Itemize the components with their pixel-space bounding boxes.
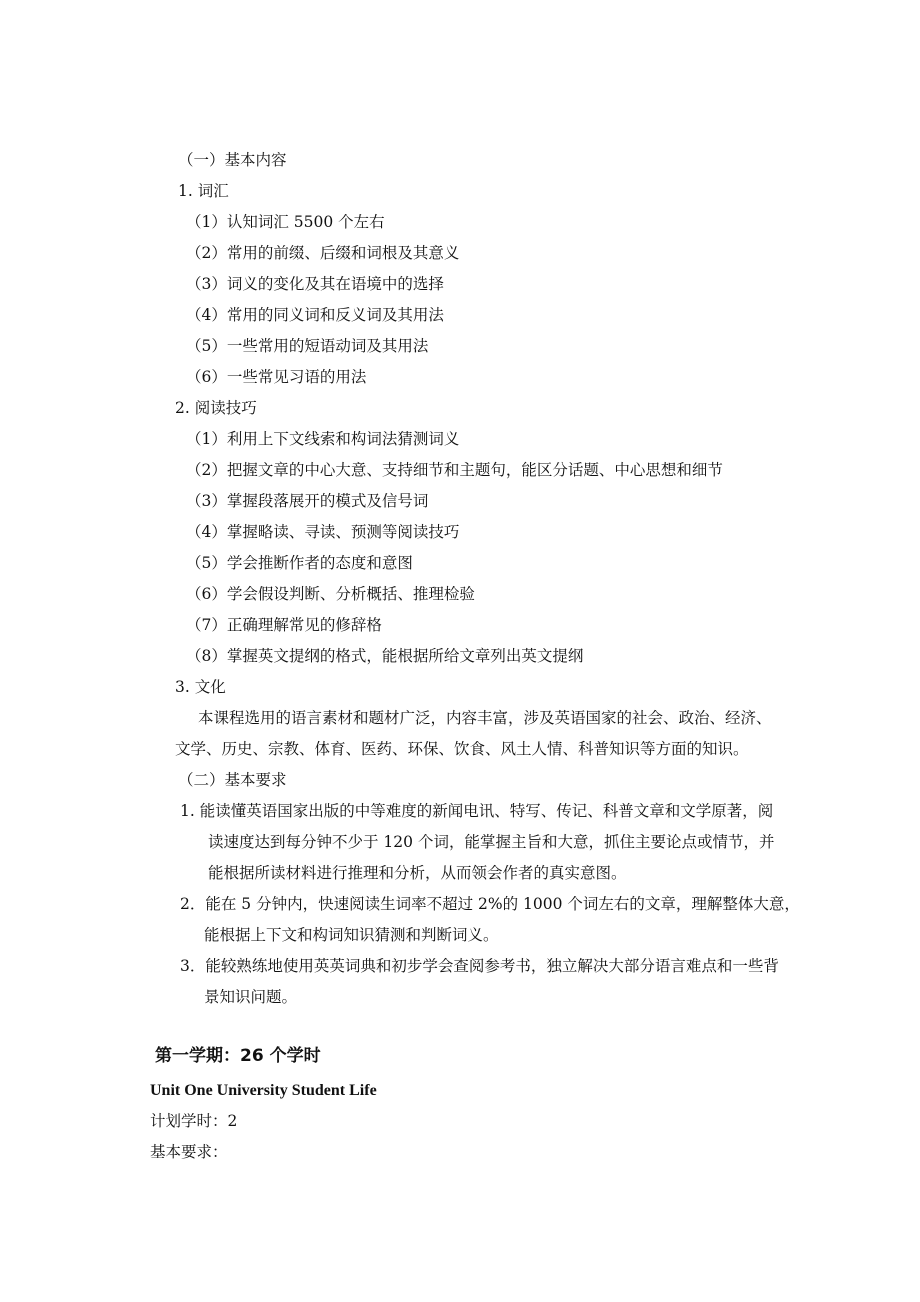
requirement-2-line2: 能根据上下文和构词知识猜测和判断词义。 <box>204 926 499 944</box>
requirement-2-line1: 2．能在 5 分钟内，快速阅读生词率不超过 2%的 1000 个词左右的文章，理解整体大意， <box>180 895 800 913</box>
vocab-item: （5）一些常用的短语动词及其用法 <box>186 337 429 355</box>
reading-item: （5）学会推断作者的态度和意图 <box>186 554 413 572</box>
vocab-item: （1）认知词汇 5500 个左右 <box>186 213 385 231</box>
culture-title: 3. 文化 <box>175 678 226 696</box>
basic-requirements-label: 基本要求： <box>150 1143 228 1161</box>
requirement-1-line3: 能根据所读材料进行推理和分析，从而领会作者的真实意图。 <box>208 864 627 882</box>
requirement-1-line1: 1. 能读懂英语国家出版的中等难度的新闻电讯、特写、传记、科普文章和文学原著，阅 <box>180 802 774 820</box>
vocab-item: （6）一些常见习语的用法 <box>186 368 367 386</box>
section-heading-basic-requirements: （二）基本要求 <box>178 771 287 789</box>
requirement-1-line2: 读速度达到每分钟不少于 120 个词，能掌握主旨和大意，抓住主要论点或情节，并 <box>208 833 775 851</box>
reading-item: （1）利用上下文线索和构词法猜测词义 <box>186 430 460 448</box>
requirement-3-line2: 景知识问题。 <box>204 988 298 1006</box>
reading-item: （2）把握文章的中心大意、支持细节和主题句，能区分话题、中心思想和细节 <box>186 461 723 479</box>
reading-title: 2. 阅读技巧 <box>175 399 257 417</box>
requirement-3-line1: 3．能较熟练地使用英英词典和初步学会查阅参考书，独立解决大部分语言难点和一些背 <box>180 957 779 975</box>
reading-item: （7）正确理解常见的修辞格 <box>186 616 382 634</box>
semester-heading: 第一学期：26 个学时 <box>155 1046 321 1066</box>
vocab-item: （2）常用的前缀、后缀和词根及其意义 <box>186 244 460 262</box>
unit-title: Unit One University Student Life <box>150 1082 377 1099</box>
planned-hours: 计划学时：2 <box>150 1112 238 1130</box>
vocab-title: 1. 词汇 <box>178 182 229 200</box>
vocab-item: （3）词义的变化及其在语境中的选择 <box>186 275 444 293</box>
section-heading-basic-content: （一）基本内容 <box>178 151 287 169</box>
reading-item: （6）学会假设判断、分析概括、推理检验 <box>186 585 475 603</box>
culture-paragraph-line1: 本课程选用的语言素材和题材广泛，内容丰富，涉及英语国家的社会、政治、经济、 <box>198 709 772 727</box>
vocab-item: （4）常用的同义词和反义词及其用法 <box>186 306 444 324</box>
reading-item: （8）掌握英文提纲的格式，能根据所给文章列出英文提纲 <box>186 647 584 665</box>
reading-item: （3）掌握段落展开的模式及信号词 <box>186 492 429 510</box>
culture-paragraph-line2: 文学、历史、宗教、体育、医药、环保、饮食、风土人情、科普知识等方面的知识。 <box>175 740 749 758</box>
reading-item: （4）掌握略读、寻读、预测等阅读技巧 <box>186 523 460 541</box>
